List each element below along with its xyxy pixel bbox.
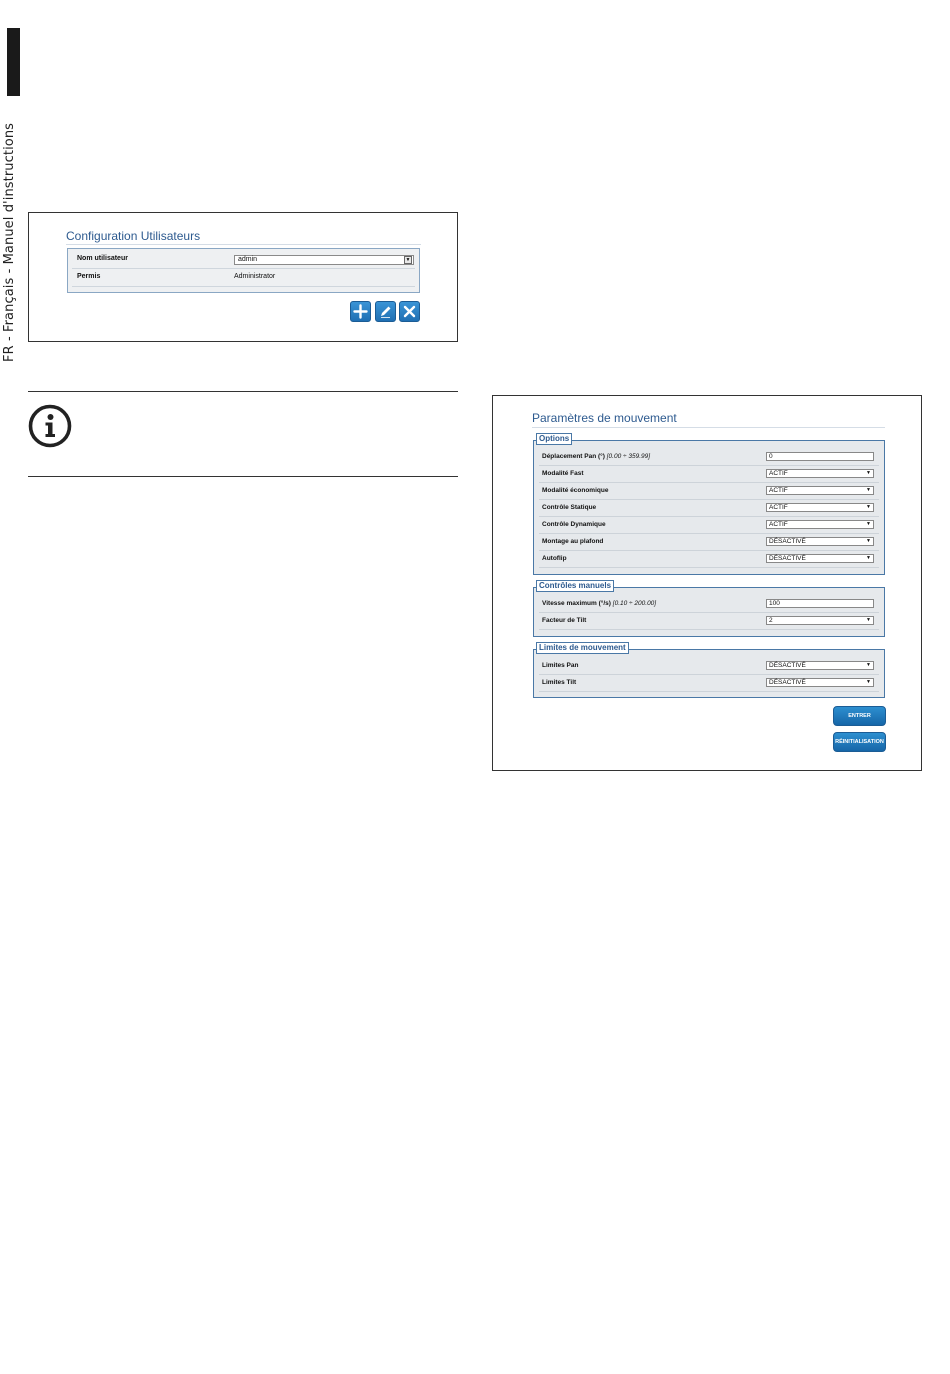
users-panel-title: Configuration Utilisateurs	[66, 229, 201, 243]
chevron-down-icon[interactable]: ▼	[405, 257, 411, 263]
pan-offset-input[interactable]: 0	[766, 452, 874, 461]
chevron-down-icon: ▼	[866, 504, 871, 510]
chevron-down-icon: ▼	[866, 470, 871, 476]
chevron-down-icon: ▼	[866, 679, 871, 685]
username-select[interactable]	[234, 255, 414, 265]
username-value: admin	[238, 256, 258, 263]
tilt-factor-label: Facteur de Tilt	[542, 617, 587, 624]
dynamic-control-select[interactable]: ACTIF ▼	[766, 520, 874, 529]
pan-limits-select[interactable]: DÉSACTIVÉ ▼	[766, 661, 874, 670]
chevron-down-icon: ▼	[866, 538, 871, 544]
pan-offset-label: Déplacement Pan (°) [0.00 ÷ 359.99]	[542, 453, 651, 460]
eco-mode-select[interactable]: ACTIF ▼	[766, 486, 874, 495]
tilt-limits-select[interactable]: DÉSACTIVÉ ▼	[766, 678, 874, 687]
max-speed-label: Vitesse maximum (°/s) [0.10 ÷ 200.00]	[542, 600, 657, 607]
side-label: FR - Français - Manuel d'instructions	[2, 122, 17, 362]
title-divider	[66, 244, 421, 245]
username-label: Nom utilisateur	[77, 255, 128, 262]
chevron-down-icon: ▼	[866, 617, 871, 623]
fast-mode-label: Modalité Fast	[542, 470, 584, 477]
users-form	[67, 248, 420, 293]
options-fieldset	[533, 434, 885, 575]
note-top-divider	[28, 391, 458, 392]
pan-limits-row	[539, 658, 879, 675]
fast-mode-select[interactable]: ACTIF ▼	[766, 469, 874, 478]
info-icon	[28, 404, 72, 448]
manual-controls-fieldset	[533, 581, 885, 637]
chevron-down-icon: ▼	[866, 555, 871, 561]
username-row	[72, 252, 415, 269]
chevron-down-icon: ▼	[866, 521, 871, 527]
ceiling-mount-row	[539, 534, 879, 551]
movement-limits-fieldset	[533, 643, 885, 698]
manual-controls-legend: Contrôles manuels	[536, 580, 614, 592]
title-divider	[532, 427, 885, 428]
static-control-label: Contrôle Statique	[542, 504, 597, 511]
permission-label: Permis	[77, 273, 101, 280]
movement-limits-legend: Limites de mouvement	[536, 642, 629, 654]
movement-panel-title: Paramètres de mouvement	[532, 411, 677, 425]
chevron-down-icon: ▼	[866, 662, 871, 668]
tilt-limits-label: Limites Tilt	[542, 679, 577, 686]
options-legend: Options	[536, 433, 572, 445]
margin-marker	[7, 28, 20, 96]
max-speed-row	[539, 596, 879, 613]
plus-icon	[351, 302, 370, 321]
eco-mode-row	[539, 483, 879, 500]
note-bottom-divider	[28, 476, 458, 477]
autoflip-label: Autoflip	[542, 555, 567, 562]
ceiling-mount-label: Montage au plafond	[542, 538, 604, 545]
dynamic-control-row	[539, 517, 879, 534]
pan-offset-row	[539, 449, 879, 466]
permission-value: Administrator	[234, 273, 276, 280]
max-speed-input[interactable]: 100	[766, 599, 874, 608]
tilt-factor-select[interactable]: 2 ▼	[766, 616, 874, 625]
static-control-select[interactable]: ACTIF ▼	[766, 503, 874, 512]
submit-button[interactable]: ENTRER	[833, 706, 886, 726]
static-control-row	[539, 500, 879, 517]
chevron-down-icon: ▼	[866, 487, 871, 493]
permission-row	[72, 270, 415, 287]
reset-button[interactable]: RÉINITIALISATION	[833, 732, 886, 752]
delete-user-button[interactable]	[399, 301, 420, 322]
movement-params-screenshot	[492, 395, 922, 771]
autoflip-select[interactable]: DÉSACTIVÉ ▼	[766, 554, 874, 563]
add-user-button[interactable]	[350, 301, 371, 322]
pan-limits-label: Limites Pan	[542, 662, 579, 669]
tilt-limits-row	[539, 675, 879, 692]
pencil-icon	[376, 302, 395, 321]
close-icon	[400, 302, 419, 321]
tilt-factor-row	[539, 613, 879, 630]
ceiling-mount-select[interactable]: DÉSACTIVÉ ▼	[766, 537, 874, 546]
edit-user-button[interactable]	[375, 301, 396, 322]
users-config-screenshot	[28, 212, 458, 342]
dynamic-control-label: Contrôle Dynamique	[542, 521, 606, 528]
fast-mode-row	[539, 466, 879, 483]
eco-mode-label: Modalité économique	[542, 487, 609, 494]
autoflip-row	[539, 551, 879, 568]
